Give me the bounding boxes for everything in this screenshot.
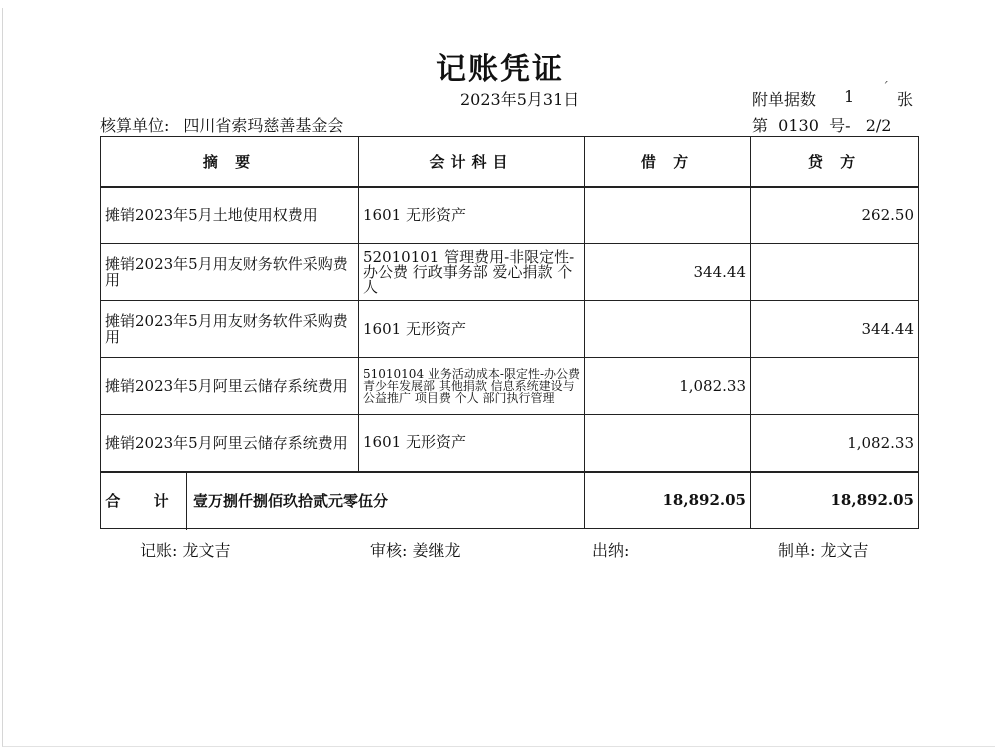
row-account: 52010101 管理费用-非限定性-办公费 行政事务部 爱心捐款 个人 [359, 244, 585, 301]
row-summary: 摊销2023年5月阿里云储存系统费用 [101, 415, 359, 472]
table-row [101, 358, 919, 415]
row-credit [751, 244, 919, 301]
total-label [101, 472, 585, 529]
table-header [101, 137, 919, 187]
table-row [101, 187, 919, 244]
row-credit: 262.50 [751, 187, 919, 244]
voucher-title: 记账凭证 [436, 52, 564, 87]
row-summary: 摊销2023年5月用友财务软件采购费用 [101, 244, 359, 301]
bookkeeper-signature: 记账: 龙文吉 [140, 541, 231, 560]
row-credit: 1,082.33 [751, 415, 919, 472]
voucher-date: 2023年5月31日 [460, 90, 580, 109]
header-summary: 摘 要 [101, 137, 359, 187]
row-credit: 344.44 [751, 301, 919, 358]
header-debit: 借 方 [585, 137, 751, 187]
row-summary: 摊销2023年5月用友财务软件采购费用 [101, 301, 359, 358]
pen-mark-icon: ˊ [882, 80, 889, 96]
accounting-unit-value: 四川省索玛慈善基金会 [183, 116, 344, 135]
row-account: 1601 无形资产 [359, 415, 585, 472]
row-debit [585, 301, 751, 358]
row-summary: 摊销2023年5月阿里云储存系统费用 [101, 358, 359, 415]
row-debit: 344.44 [585, 244, 751, 301]
row-credit [751, 358, 919, 415]
preparer-signature: 制单: 龙文吉 [778, 541, 869, 560]
attachment-label: 附单据数 [752, 90, 817, 109]
cashier-signature: 出纳: [592, 541, 630, 560]
attachment-count [752, 87, 914, 110]
voucher-number: 第 0130 号- 2/2 [752, 116, 892, 135]
accounting-unit [100, 113, 343, 136]
row-debit: 1,082.33 [585, 358, 751, 415]
total-divider [186, 473, 187, 530]
header-account: 会计科目 [359, 137, 585, 187]
total-label-text: 合 计 [105, 491, 183, 510]
accounting-unit-label: 核算单位: [100, 116, 170, 135]
total-in-words-text: 壹万捌仟捌佰玖拾贰元零伍分 [193, 491, 389, 510]
header-credit: 贷 方 [751, 137, 919, 187]
row-account: 1601 无形资产 [359, 187, 585, 244]
row-account: 51010104 业务活动成本-限定性-办公费 青少年发展部 其他捐款 信息系统建设与公益推广 项目费 个人 部门执行管理 [359, 358, 585, 415]
reviewer-signature: 审核: 姜继龙 [370, 541, 461, 560]
total-debit: 18,892.05 [585, 472, 751, 529]
table-row [101, 244, 919, 301]
table-row [101, 301, 919, 358]
row-account: 1601 无形资产 [359, 301, 585, 358]
row-debit [585, 187, 751, 244]
row-debit [585, 415, 751, 472]
total-credit: 18,892.05 [751, 472, 919, 529]
total-row [101, 472, 919, 529]
attachment-number: 1 [844, 87, 855, 106]
attachment-unit: 张 [897, 90, 914, 109]
row-summary: 摊销2023年5月土地使用权费用 [101, 187, 359, 244]
voucher-table [100, 136, 919, 529]
table-row [101, 415, 919, 472]
